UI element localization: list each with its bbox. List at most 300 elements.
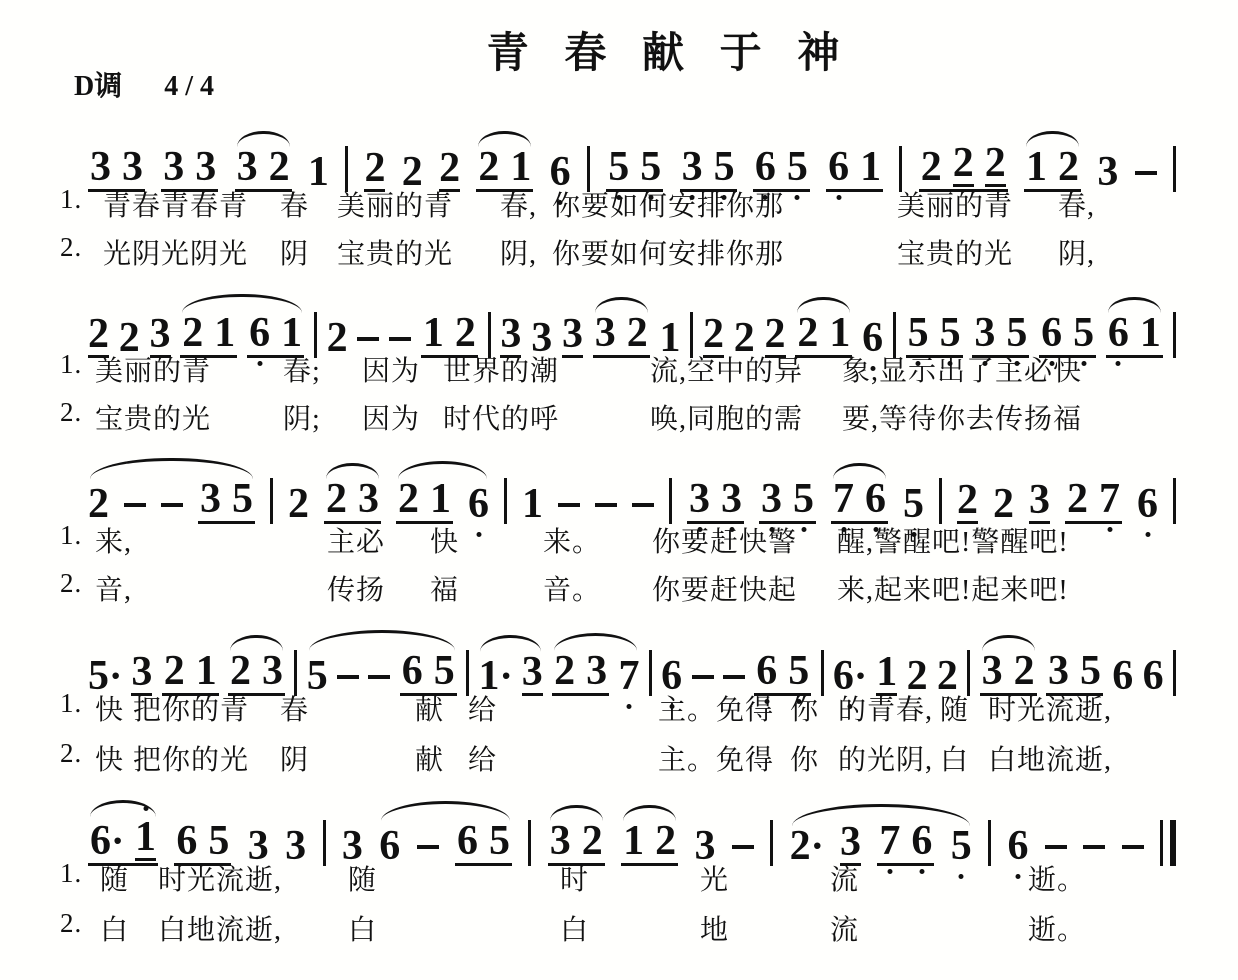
note-digit: 7 — [833, 476, 854, 522]
note-digit: 6 — [754, 144, 776, 190]
slur-arc — [237, 131, 290, 147]
lyric-segment: 醒,警醒吧!警醒吧! — [837, 527, 1069, 558]
note-digit: 5 — [907, 310, 929, 356]
note — [454, 310, 476, 356]
note-digit: 3 — [163, 144, 185, 190]
slur-arc — [1026, 131, 1079, 147]
lyric-row verse-2 — [0, 738, 1238, 774]
note-digit: 3 — [761, 476, 782, 522]
lyric-segment: 美丽的青 — [95, 356, 212, 387]
note — [88, 481, 109, 527]
lyric-segment: 宝贵的光 — [95, 404, 212, 435]
lyric-row verse-1 — [0, 688, 1238, 724]
augmentation-dot: · — [111, 818, 125, 863]
verse-number: 1. — [60, 349, 83, 379]
note — [974, 310, 996, 356]
lyric-segment: 音, — [95, 575, 133, 606]
note — [1107, 310, 1129, 356]
note-digit: 5 — [788, 648, 810, 694]
note-digit: 6 — [457, 818, 478, 864]
dash-note — [1122, 845, 1144, 849]
dash-note — [337, 675, 359, 679]
note — [236, 144, 258, 190]
note-digit: 3 — [247, 823, 269, 869]
note — [230, 648, 252, 694]
note-digit: 5 — [208, 818, 230, 864]
note-digit: 2 — [398, 476, 419, 522]
note-digit: 2 — [88, 311, 109, 357]
note — [163, 144, 185, 190]
note — [586, 648, 608, 694]
note — [608, 144, 630, 190]
slur-arc — [309, 630, 455, 651]
lyric-segment: 把你的光 — [133, 745, 250, 776]
note-digit: 3 — [358, 476, 379, 522]
note-digit: 1 — [860, 144, 882, 190]
note — [208, 818, 230, 864]
note-digit: 3 — [122, 144, 143, 190]
note-digit: 3 — [262, 648, 284, 694]
lyric-segment: 时代的呼 — [443, 404, 560, 435]
barline — [669, 478, 672, 524]
note-digit: 6 — [549, 149, 571, 195]
note-digit: 1 — [422, 310, 444, 356]
note-digit: 1 — [135, 814, 156, 860]
lyric-segment: 给 — [468, 745, 498, 776]
note-digit: 6 — [828, 144, 850, 190]
lyric-segment: 主必 — [327, 527, 386, 558]
lyric-segment: 随 — [940, 695, 970, 726]
note — [581, 818, 603, 864]
lyric-segment: 你要如何安排你那 — [552, 239, 785, 270]
dash-note — [161, 503, 183, 507]
note-digit: 7 — [618, 653, 640, 699]
note-digit: 6 — [1007, 823, 1029, 869]
note-digit: 6 — [911, 818, 933, 864]
lyric-segment: 青春青春青 — [103, 191, 249, 222]
note — [1079, 648, 1101, 694]
note-digit: 1 — [195, 648, 217, 694]
note-digit: 5 — [1006, 310, 1028, 356]
dash-note — [1045, 845, 1067, 849]
note-digit: 1 — [623, 818, 645, 864]
dash-note — [732, 845, 754, 849]
lyric-row verse-2 — [0, 232, 1238, 268]
lyric-segment: 快 — [95, 695, 125, 726]
note-digit: 2 — [554, 648, 576, 694]
note — [623, 818, 645, 864]
note — [268, 144, 290, 190]
note-digit: 3 — [594, 310, 616, 356]
lyric-segment: 阴, — [1058, 239, 1096, 270]
note — [214, 310, 236, 356]
slur-arc — [381, 801, 510, 821]
lyric-segment: 的青春, — [838, 695, 934, 726]
lyric-segment: 白地流逝, — [158, 915, 283, 946]
note-digit: 3 — [721, 476, 742, 522]
note-digit: 2 — [581, 818, 603, 864]
lyric-segment: 福 — [430, 575, 460, 606]
note-digit: 2 — [789, 823, 811, 869]
dash-note — [558, 503, 580, 507]
beam-group — [198, 476, 255, 524]
note — [879, 818, 901, 864]
dash-note — [124, 503, 146, 507]
note-digit: 3 — [974, 310, 996, 356]
time-signature: 4 / 4 — [164, 71, 215, 102]
note — [549, 818, 571, 864]
lyric-row verse-1 — [0, 858, 1238, 894]
lyric-segment: 快 — [430, 527, 460, 558]
note-digit: 6 — [756, 648, 778, 694]
lyric-segment: 美丽的青 — [337, 191, 454, 222]
dash-note — [368, 675, 390, 679]
note-digit: 3 — [1047, 648, 1069, 694]
slur-arc — [595, 297, 648, 313]
note-digit: 1 — [307, 149, 329, 195]
lyric-segment: 白 — [560, 915, 590, 946]
dash-note — [632, 503, 654, 507]
beam-group — [396, 476, 453, 524]
note-digit: 2 — [118, 315, 140, 361]
note-digit: 3 — [341, 823, 363, 869]
slur-arc — [797, 297, 850, 313]
note — [182, 310, 204, 356]
lyric-segment: 献 — [415, 745, 445, 776]
note-digit: 2 — [703, 311, 725, 357]
note — [554, 648, 576, 694]
note — [797, 310, 819, 356]
note-digit: 2 — [1067, 476, 1088, 522]
lyric-segment: 宝贵的光 — [897, 239, 1014, 270]
note-digit: 2 — [733, 315, 755, 361]
note-digit: 5 — [640, 144, 662, 190]
note — [689, 476, 710, 522]
note-digit: 6 — [865, 476, 886, 522]
note — [422, 310, 444, 356]
key-signature: D调 — [74, 71, 123, 102]
note-digit: 5 — [433, 648, 455, 694]
note — [1013, 648, 1035, 694]
lyric-segment: 春 — [280, 191, 310, 222]
note — [522, 481, 543, 527]
lyric-segment: 来。 — [543, 527, 602, 558]
note-digit: 5 — [489, 818, 510, 864]
dash-note — [723, 675, 745, 679]
notation-line — [88, 444, 1176, 527]
note — [829, 310, 851, 356]
note-digit: 3 — [531, 315, 553, 361]
lyric-segment: 阴, — [500, 239, 538, 270]
note — [430, 476, 451, 522]
note — [163, 648, 185, 694]
dash-note — [357, 337, 379, 341]
note-digit: 1 — [510, 144, 532, 190]
lyric-segment: 快 — [95, 745, 125, 776]
beam-group — [759, 476, 816, 524]
dash-note — [595, 503, 617, 507]
lyric-segment: 白 — [940, 745, 970, 776]
note-digit: 5 — [232, 476, 253, 522]
note-digit: 2 — [1013, 648, 1035, 694]
lyric-segment: 因为 — [362, 356, 421, 387]
lyric-row verse-1 — [0, 520, 1238, 556]
lyric-segment: 把你的青 — [133, 695, 250, 726]
note-digit: 2 — [268, 144, 290, 190]
note — [788, 648, 810, 694]
augmentation-dot: · — [853, 653, 868, 698]
note-digit: 5 — [786, 144, 808, 190]
note — [681, 144, 703, 190]
lyric-segment: 逝。 — [1028, 915, 1087, 946]
note — [90, 818, 125, 864]
note — [594, 310, 616, 356]
note-digit: 3 — [1029, 477, 1050, 523]
lyric-segment: 随 — [100, 865, 130, 896]
dash-note — [389, 337, 411, 341]
note — [860, 144, 882, 190]
note-digit: 3 — [500, 311, 522, 357]
barline — [1173, 478, 1176, 524]
note-digit: 3 — [681, 144, 703, 190]
lyric-segment: 你要赶快警 — [652, 527, 798, 558]
verse-number: 2. — [60, 397, 83, 427]
note-digit: 2 — [230, 648, 252, 694]
note — [1047, 648, 1069, 694]
note-digit: 1 — [281, 310, 303, 356]
note — [911, 818, 933, 864]
note-digit: 5 — [939, 310, 961, 356]
note — [358, 476, 379, 522]
note-digit: 2 — [984, 140, 1006, 186]
note — [793, 476, 814, 522]
lyric-segment: 你要赶快起 — [652, 575, 798, 606]
lyric-row verse-2 — [0, 397, 1238, 433]
note-digit: 6 — [832, 653, 854, 699]
slur-arc — [554, 633, 637, 651]
lyric-row verse-1 — [0, 349, 1238, 385]
note-digit: 2 — [952, 140, 974, 186]
lyric-segment: 主。免得 — [658, 695, 775, 726]
note-digit: 2 — [478, 144, 500, 190]
note — [907, 310, 929, 356]
beam-group — [831, 476, 888, 524]
note — [1026, 144, 1048, 190]
note-digit: 2 — [326, 476, 347, 522]
dash-note — [417, 845, 439, 849]
note-digit: 2 — [163, 648, 185, 694]
note-digit: 3 — [840, 819, 861, 865]
note — [1099, 476, 1120, 522]
note — [195, 648, 217, 694]
slur-arc — [550, 805, 603, 821]
note-digit: 5 — [1073, 310, 1095, 356]
note-digit: 5 — [950, 823, 972, 869]
lyric-segment: 流,空中的异 — [650, 356, 804, 387]
note-digit: 3 — [981, 648, 1003, 694]
note — [326, 476, 347, 522]
lyric-segment: 流 — [830, 865, 860, 896]
note-digit: 1 — [829, 310, 851, 356]
note — [510, 144, 532, 190]
lyric-segment: 主。免得 — [658, 745, 775, 776]
verse-number: 1. — [60, 520, 83, 550]
note-digit: 3 — [1097, 149, 1119, 195]
dash-note — [1083, 845, 1105, 849]
lyric-segment: 春 — [280, 695, 310, 726]
note-digit: 6 — [1112, 653, 1134, 699]
lyric-segment: 阴; — [283, 404, 321, 435]
note — [1073, 310, 1095, 356]
lyric-row verse-2 — [0, 908, 1238, 944]
note — [1058, 144, 1080, 190]
lyric-segment: 流 — [830, 915, 860, 946]
note-digit: 2 — [454, 310, 476, 356]
note-digit: 3 — [285, 823, 307, 869]
lyric-segment: 传扬 — [327, 575, 386, 606]
note — [984, 140, 1006, 187]
note — [655, 818, 677, 864]
note — [122, 144, 143, 190]
note — [398, 476, 419, 522]
note — [833, 476, 854, 522]
lyric-segment: 时光流逝, — [988, 695, 1113, 726]
barline — [504, 478, 507, 524]
note-digit: 2 — [401, 149, 423, 195]
beam-group — [687, 476, 744, 524]
note-digit: 7 — [879, 818, 901, 864]
note — [135, 814, 156, 861]
note-digit: 2 — [326, 315, 348, 361]
note — [939, 310, 961, 356]
note-digit: 2 — [439, 145, 461, 191]
note-digit: 5 — [608, 144, 630, 190]
note — [1029, 477, 1050, 524]
dash-note — [692, 675, 714, 679]
lyric-segment: 光阴光阴光 — [103, 239, 249, 270]
note-digit: 2 — [364, 145, 386, 191]
verse-number: 2. — [60, 908, 83, 938]
notation-line — [88, 616, 1176, 699]
lyric-segment: 阴 — [280, 745, 310, 776]
note — [401, 648, 423, 694]
note-digit: 6 — [90, 818, 111, 864]
note-digit: 2 — [182, 310, 204, 356]
lyric-segment: 春, — [1058, 191, 1096, 222]
lyric-segment: 世界的潮 — [443, 356, 560, 387]
note-digit: 2 — [936, 653, 958, 699]
verse-number: 1. — [60, 858, 83, 888]
lyric-segment: 你 — [790, 745, 820, 776]
note-digit: 2 — [993, 481, 1014, 527]
lyric-segment: 春, — [500, 191, 538, 222]
note-digit: 6 — [661, 653, 683, 699]
note-digit: 3 — [586, 648, 608, 694]
slur-arc — [792, 804, 970, 826]
note-digit: 6 — [176, 818, 198, 864]
lyric-segment: 宝贵的光 — [337, 239, 454, 270]
note-digit: 3 — [689, 476, 710, 522]
lyric-segment: 白 — [100, 915, 130, 946]
slur-arc — [1108, 297, 1161, 313]
barline — [939, 478, 942, 524]
note-digit: 3 — [236, 144, 258, 190]
note-digit: 1 — [214, 310, 236, 356]
lyric-segment: 给 — [468, 695, 498, 726]
augmentation-dot: · — [109, 653, 123, 698]
note-digit: 6 — [379, 823, 401, 869]
note-digit: 6 — [1041, 310, 1063, 356]
lyric-segment: 因为 — [362, 404, 421, 435]
note — [200, 476, 221, 522]
note — [281, 310, 303, 356]
lyric-segment: 时光流逝, — [158, 865, 283, 896]
note-digit: 3 — [131, 649, 153, 695]
note-digit: 2 — [655, 818, 677, 864]
note-digit: 2 — [797, 310, 819, 356]
note — [721, 476, 742, 522]
lyric-segment: 献 — [415, 695, 445, 726]
note — [195, 144, 217, 190]
note-digit: 3 — [200, 476, 221, 522]
augmentation-dot: · — [810, 823, 824, 868]
note-digit: 1 — [1026, 144, 1048, 190]
notation-line — [88, 786, 1176, 869]
lyric-segment: 音。 — [543, 575, 602, 606]
note-digit: 3 — [694, 823, 716, 869]
note-digit: 2 — [920, 144, 942, 190]
note-digit: 6 — [1142, 653, 1164, 699]
lyric-segment: 白地流逝, — [988, 745, 1113, 776]
note — [1137, 481, 1158, 527]
note — [262, 648, 284, 694]
lyric-segment: 地 — [700, 915, 730, 946]
key-time-row — [74, 64, 214, 104]
note-digit: 6 — [249, 310, 271, 356]
note — [90, 144, 111, 190]
slur-arc — [833, 463, 886, 479]
note-digit: 6 — [1107, 310, 1129, 356]
lyric-segment: 白 — [348, 915, 378, 946]
notation-line — [88, 278, 1176, 361]
note — [232, 476, 253, 522]
beam-group — [324, 476, 381, 524]
note-digit: 2 — [288, 481, 309, 527]
note — [1006, 310, 1028, 356]
note — [903, 481, 924, 527]
note — [176, 818, 198, 864]
lyric-segment: 来,起来吧!起来吧! — [837, 575, 1069, 606]
note — [468, 481, 489, 527]
note-digit: 5 — [713, 144, 735, 190]
slur-arc — [326, 463, 379, 479]
slur-arc — [90, 800, 156, 817]
note — [952, 140, 974, 187]
verse-number: 2. — [60, 232, 83, 262]
slur-arc — [623, 805, 676, 821]
lyric-row verse-2 — [0, 568, 1238, 604]
notation-line — [88, 112, 1176, 195]
note-digit: 5 — [88, 653, 109, 699]
song-title: 青 春 献 于 神 — [486, 29, 852, 76]
note-digit: 1 — [478, 653, 500, 699]
note-digit: 1 — [522, 481, 543, 527]
note-digit: 5 — [1079, 648, 1101, 694]
note-digit: 2 — [1058, 144, 1080, 190]
note-digit: 6 — [401, 648, 423, 694]
note — [288, 481, 309, 527]
note-digit: 7 — [1099, 476, 1120, 522]
